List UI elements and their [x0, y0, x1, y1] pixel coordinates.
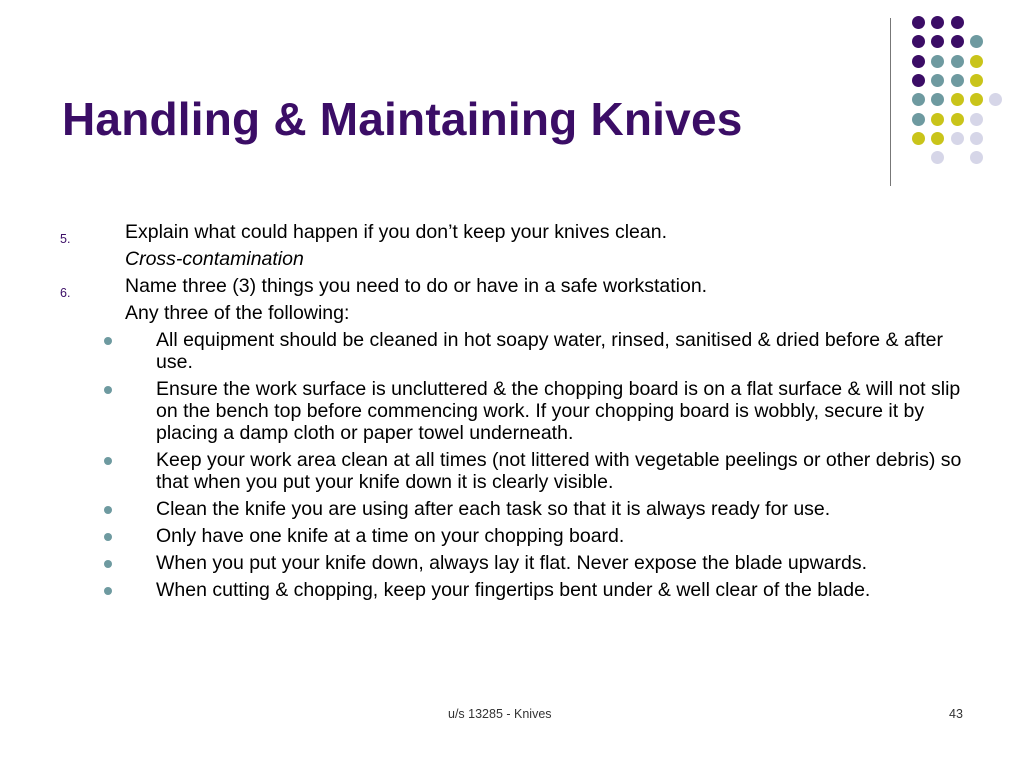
bullet-item: [60, 579, 965, 601]
decor-dot-yellow: [970, 55, 983, 68]
decor-dot-lavender: [951, 132, 964, 145]
decor-dot-yellow: [931, 113, 944, 126]
bullet-text: All equipment should be cleaned in hot soapy water, rinsed, sanitised & dried before & after use.: [156, 329, 943, 373]
slide-body: [60, 221, 965, 606]
bullet-item: [60, 552, 965, 574]
list-item-5: [60, 221, 965, 246]
decor-dot-yellow: [970, 93, 983, 106]
bullet-text: When you put your knife down, always lay it flat. Never expose the blade upwards.: [156, 552, 868, 574]
bullet-icon: [104, 337, 112, 345]
item-answer: Cross-contamination: [125, 248, 304, 270]
decor-dot-purple: [912, 74, 925, 87]
footer-title: u/s 13285 - Knives: [448, 707, 552, 721]
bullet-text: Keep your work area clean at all times (not littered with vegetable peelings or other debris) so that when you put your knife down it is clearly visible.: [156, 449, 962, 493]
decor-dot-yellow: [912, 132, 925, 145]
decor-dot-lavender: [970, 151, 983, 164]
decor-dot-lavender: [989, 93, 1002, 106]
bullet-text: Ensure the work surface is uncluttered & the chopping board is on a flat surface & will not slip on the bench top before commencing work. If your chopping board is wobbly, secure it by placing a damp cloth or paper towel underneath.: [156, 378, 961, 444]
item-number: 6.: [60, 286, 71, 300]
bullet-item: [60, 449, 965, 493]
bullet-icon: [104, 587, 112, 595]
item-number: 5.: [60, 232, 71, 246]
bullet-text: Clean the knife you are using after each task so that it is always ready for use.: [156, 498, 831, 520]
item-question: Name three (3) things you need to do or have in a safe workstation.: [125, 275, 708, 297]
decor-dot-lavender: [970, 132, 983, 145]
decor-dot-purple: [931, 16, 944, 29]
decor-dot-yellow: [970, 74, 983, 87]
decor-dot-teal: [912, 113, 925, 126]
bullet-icon: [104, 386, 112, 394]
decor-dot-yellow: [931, 132, 944, 145]
decor-dot-purple: [912, 55, 925, 68]
decor-dot-purple: [951, 35, 964, 48]
bullet-text: When cutting & chopping, keep your fingertips bent under & well clear of the blade.: [156, 579, 871, 601]
decor-dot-purple: [912, 16, 925, 29]
vertical-divider: [890, 18, 891, 186]
page-number: 43: [949, 707, 963, 721]
bullet-item: [60, 498, 965, 520]
bullet-item: [60, 329, 965, 373]
item-question: Explain what could happen if you don’t keep your knives clean.: [125, 221, 668, 243]
bullet-icon: [104, 506, 112, 514]
list-item-6: [60, 275, 965, 300]
decor-dot-teal: [951, 74, 964, 87]
decor-dot-teal: [931, 93, 944, 106]
decor-dot-lavender: [931, 151, 944, 164]
item-answer: Any three of the following:: [125, 302, 350, 324]
decor-dot-purple: [951, 16, 964, 29]
slide-title: Handling & Maintaining Knives: [62, 93, 743, 145]
decor-dot-teal: [970, 35, 983, 48]
decor-dot-purple: [912, 35, 925, 48]
decor-dot-teal: [951, 55, 964, 68]
decor-dot-yellow: [951, 113, 964, 126]
decor-dot-teal: [912, 93, 925, 106]
decor-dot-teal: [931, 55, 944, 68]
decor-dot-yellow: [951, 93, 964, 106]
decor-dot-purple: [931, 35, 944, 48]
bullet-item: [60, 378, 965, 444]
bullet-icon: [104, 533, 112, 541]
decor-dot-lavender: [970, 113, 983, 126]
decor-dot-teal: [931, 74, 944, 87]
bullet-icon: [104, 560, 112, 568]
bullet-text: Only have one knife at a time on your chopping board.: [156, 525, 625, 547]
bullet-item: [60, 525, 965, 547]
bullet-icon: [104, 457, 112, 465]
